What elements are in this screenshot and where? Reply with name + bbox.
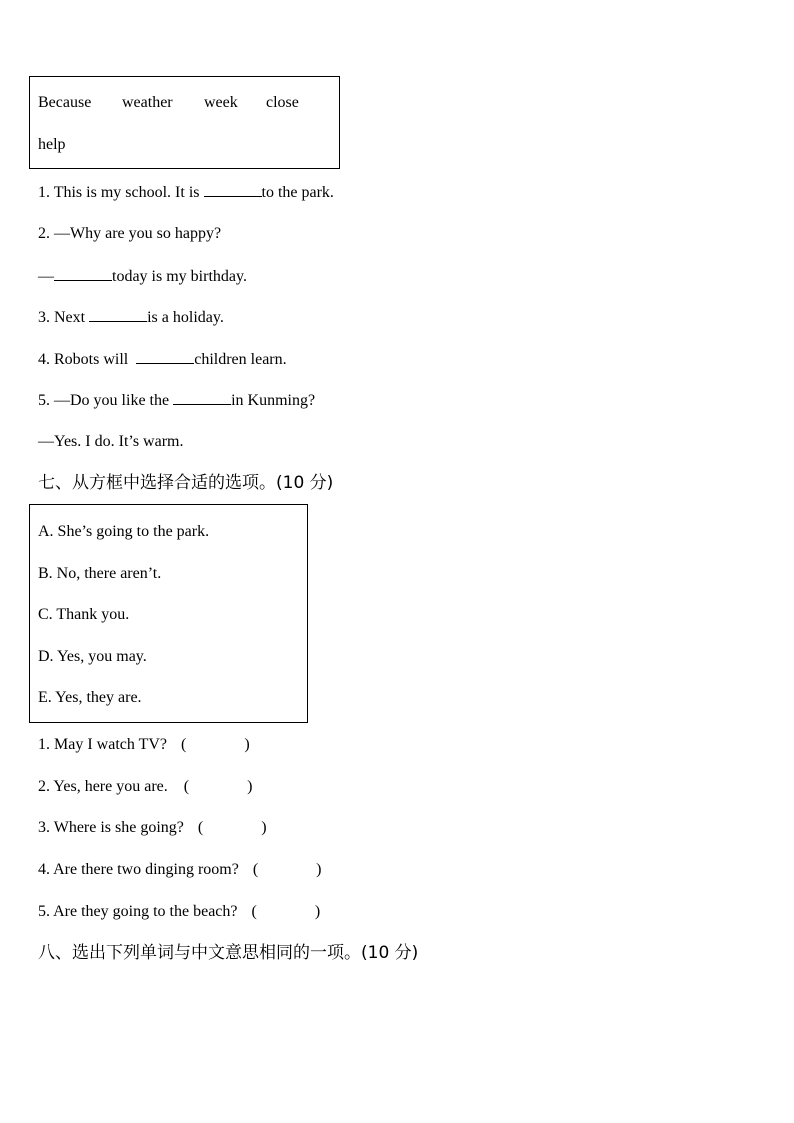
option-e: E. Yes, they are. bbox=[38, 689, 142, 706]
question-text: 1. May I watch TV? bbox=[38, 736, 167, 753]
options-box bbox=[29, 504, 308, 723]
fill-blank-answer-line bbox=[38, 266, 247, 287]
answer-blank[interactable] bbox=[89, 307, 147, 322]
answer-paren-close: ) bbox=[316, 861, 322, 878]
word-bank-word: weather bbox=[122, 94, 173, 111]
question-text: —Yes. I do. It’s warm. bbox=[38, 433, 184, 450]
option-d: D. Yes, you may. bbox=[38, 648, 147, 665]
section-7-heading: 七、从方框中选择合适的选项。(10 分) bbox=[38, 473, 334, 493]
question-text: 3. Next bbox=[38, 309, 90, 326]
matching-question bbox=[38, 860, 322, 880]
question-text: 5. Are they going to the beach? bbox=[38, 903, 238, 920]
question-text: is a holiday. bbox=[147, 309, 224, 326]
word-bank-word: Because bbox=[38, 94, 92, 111]
section-8-heading: 八、选出下列单词与中文意思相同的一项。(10 分) bbox=[38, 943, 419, 963]
question-text: 3. Where is she going? bbox=[38, 819, 184, 836]
question-text: today is my birthday. bbox=[112, 268, 247, 285]
word-bank-word: close bbox=[266, 94, 299, 111]
answer-paren-open: ( bbox=[251, 903, 257, 920]
answer-paren-close: ) bbox=[261, 819, 267, 836]
answer-blank[interactable] bbox=[54, 266, 112, 281]
question-text: in Kunming? bbox=[231, 392, 316, 409]
answer-paren-open: ( bbox=[252, 861, 259, 878]
answer-blank[interactable] bbox=[173, 390, 231, 405]
question-text: 4. Robots will bbox=[38, 351, 133, 368]
matching-question bbox=[38, 735, 250, 755]
answer-blank[interactable] bbox=[204, 182, 262, 197]
question-text: children learn. bbox=[194, 351, 287, 368]
word-bank-word: help bbox=[38, 136, 66, 153]
question-text: 1. This is my school. It is bbox=[38, 184, 204, 201]
fill-blank-question bbox=[38, 307, 224, 328]
answer-paren-close: ) bbox=[314, 903, 321, 920]
answer-paren-close: ) bbox=[244, 736, 250, 753]
option-c: C. Thank you. bbox=[38, 606, 130, 623]
question-text: to the park. bbox=[261, 184, 334, 201]
matching-question bbox=[38, 902, 320, 922]
word-bank-box bbox=[29, 76, 340, 169]
matching-question bbox=[38, 777, 252, 797]
answer-paren-open: ( bbox=[181, 736, 187, 753]
fill-blank-question bbox=[38, 390, 315, 411]
answer-paren-open: ( bbox=[183, 778, 190, 795]
question-text: — bbox=[38, 268, 54, 285]
fill-blank-answer-line bbox=[38, 432, 183, 452]
answer-blank[interactable] bbox=[136, 349, 194, 364]
answer-paren-open: ( bbox=[197, 819, 204, 836]
question-text: 5. —Do you like the bbox=[38, 392, 174, 409]
fill-blank-question bbox=[38, 349, 287, 370]
question-text: 2. —Why are you so happy? bbox=[38, 225, 222, 242]
matching-question bbox=[38, 818, 267, 838]
option-b: B. No, there aren’t. bbox=[38, 565, 162, 582]
word-bank-word: week bbox=[204, 94, 238, 111]
fill-blank-question bbox=[38, 224, 221, 244]
answer-paren-close: ) bbox=[247, 778, 253, 795]
question-text: 2. Yes, here you are. bbox=[38, 778, 168, 795]
question-text: 4. Are there two dinging room? bbox=[38, 861, 239, 878]
fill-blank-question bbox=[38, 182, 334, 203]
option-a: A. She’s going to the park. bbox=[38, 523, 210, 540]
